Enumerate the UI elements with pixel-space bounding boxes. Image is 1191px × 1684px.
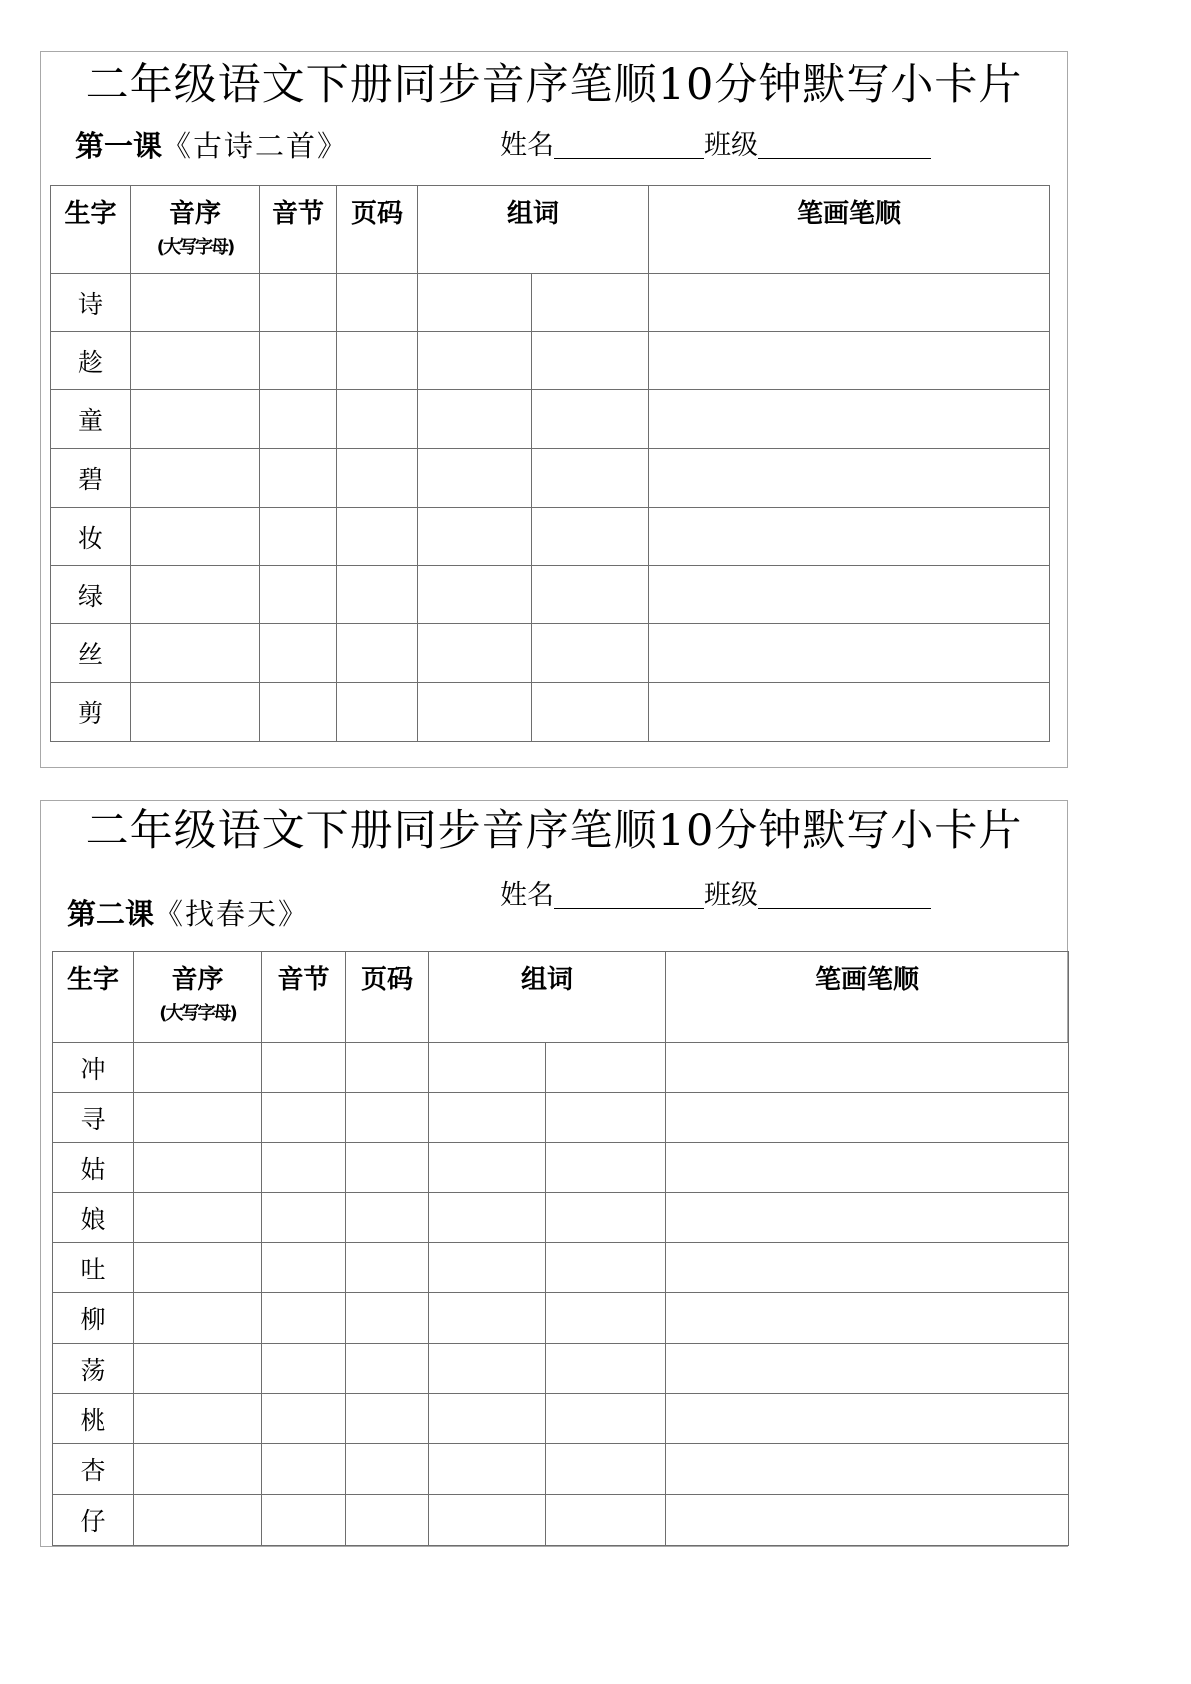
word-input-2[interactable]	[532, 390, 649, 449]
order-input[interactable]	[131, 274, 260, 332]
page-input[interactable]	[337, 508, 418, 566]
syllable-input[interactable]	[262, 1243, 346, 1293]
character-cell: 绿	[51, 566, 131, 624]
table-row	[51, 449, 1050, 508]
lesson-name: 《古诗二首》	[162, 129, 349, 163]
table-row	[53, 1495, 1069, 1546]
dictation-table	[52, 951, 1069, 1546]
table-row	[51, 274, 1050, 332]
page-input[interactable]	[346, 1444, 429, 1495]
character-cell: 冲	[53, 1043, 134, 1093]
order-input[interactable]	[131, 566, 260, 624]
order-input[interactable]	[131, 624, 260, 683]
character-cell: 娘	[53, 1193, 134, 1243]
order-input[interactable]	[134, 1444, 262, 1495]
word-input-1[interactable]	[429, 1093, 546, 1143]
table-row	[53, 1143, 1069, 1193]
word-input-1[interactable]	[418, 624, 532, 683]
page-input[interactable]	[337, 390, 418, 449]
header-order-note: (大写字母)	[156, 236, 234, 258]
card-title: 二年级语文下册同步音序笔顺10分钟默写小卡片	[85, 60, 1023, 110]
header-order-note: (大写字母)	[159, 1002, 236, 1024]
character-cell: 童	[51, 390, 131, 449]
word-input-2[interactable]	[532, 332, 649, 390]
strokes-input[interactable]	[666, 1143, 1069, 1193]
page-input[interactable]	[346, 1093, 429, 1143]
word-input-2[interactable]	[546, 1143, 666, 1193]
word-input-1[interactable]	[418, 449, 532, 508]
order-input[interactable]	[134, 1093, 262, 1143]
character-cell: 剪	[51, 683, 131, 742]
word-input-1[interactable]	[418, 683, 532, 742]
word-input-1[interactable]	[429, 1043, 546, 1093]
word-input-1[interactable]	[429, 1344, 546, 1394]
syllable-input[interactable]	[260, 332, 337, 390]
name-field[interactable]	[554, 132, 704, 159]
character-cell: 丝	[51, 624, 131, 683]
strokes-input[interactable]	[649, 449, 1050, 508]
strokes-input[interactable]	[666, 1394, 1069, 1444]
table-row	[53, 1444, 1069, 1495]
word-input-1[interactable]	[429, 1394, 546, 1444]
order-input[interactable]	[134, 1143, 262, 1193]
order-input[interactable]	[134, 1193, 262, 1243]
word-input-2[interactable]	[532, 449, 649, 508]
word-input-1[interactable]	[429, 1193, 546, 1243]
strokes-input[interactable]	[666, 1293, 1069, 1344]
order-input[interactable]	[134, 1344, 262, 1394]
table-row	[51, 566, 1050, 624]
character-cell: 诗	[51, 274, 131, 332]
table-row	[53, 1043, 1069, 1093]
order-input[interactable]	[134, 1394, 262, 1444]
header-char: 生字	[53, 952, 134, 1043]
word-input-2[interactable]	[546, 1444, 666, 1495]
word-input-1[interactable]	[429, 1293, 546, 1344]
character-cell: 趁	[51, 332, 131, 390]
word-input-1[interactable]	[418, 508, 532, 566]
syllable-input[interactable]	[262, 1495, 346, 1546]
strokes-input[interactable]	[649, 624, 1050, 683]
page-input[interactable]	[346, 1143, 429, 1193]
table-row	[53, 1293, 1069, 1344]
syllable-input[interactable]	[260, 274, 337, 332]
word-input-1[interactable]	[418, 274, 532, 332]
strokes-input[interactable]	[649, 566, 1050, 624]
syllable-input[interactable]	[262, 1344, 346, 1394]
dictation-card-2	[40, 800, 1068, 1547]
order-input[interactable]	[131, 508, 260, 566]
header-strokes: 笔画笔顺	[649, 186, 1050, 274]
class-field[interactable]	[758, 882, 931, 909]
word-input-1[interactable]	[429, 1243, 546, 1293]
syllable-input[interactable]	[262, 1043, 346, 1093]
page-input[interactable]	[337, 683, 418, 742]
table-row	[53, 1093, 1069, 1143]
header-strokes: 笔画笔顺	[666, 952, 1069, 1043]
page-input[interactable]	[337, 624, 418, 683]
lesson-number: 第一课	[75, 129, 163, 163]
page-input[interactable]	[337, 332, 418, 390]
word-input-1[interactable]	[418, 332, 532, 390]
name-label: 姓名	[500, 880, 554, 911]
dictation-card-1	[40, 51, 1068, 768]
word-input-2[interactable]	[546, 1344, 666, 1394]
page-input[interactable]	[346, 1344, 429, 1394]
student-info	[500, 132, 931, 159]
header-order: 音序 (大写字母)	[134, 952, 262, 1043]
word-input-1[interactable]	[418, 390, 532, 449]
syllable-input[interactable]	[262, 1143, 346, 1193]
order-input[interactable]	[134, 1495, 262, 1546]
strokes-input[interactable]	[666, 1043, 1069, 1093]
word-input-2[interactable]	[546, 1394, 666, 1444]
table-row	[53, 1344, 1069, 1394]
syllable-input[interactable]	[260, 390, 337, 449]
table-row	[51, 683, 1050, 742]
strokes-input[interactable]	[649, 332, 1050, 390]
order-input[interactable]	[131, 449, 260, 508]
strokes-input[interactable]	[649, 508, 1050, 566]
page-input[interactable]	[346, 1043, 429, 1093]
character-cell: 柳	[53, 1293, 134, 1344]
word-input-1[interactable]	[429, 1143, 546, 1193]
table-row	[51, 624, 1050, 683]
strokes-input[interactable]	[649, 390, 1050, 449]
student-info	[500, 882, 931, 909]
header-row	[53, 952, 1069, 1043]
strokes-input[interactable]	[666, 1093, 1069, 1143]
word-input-2[interactable]	[532, 566, 649, 624]
name-label: 姓名	[500, 130, 554, 161]
strokes-input[interactable]	[666, 1495, 1069, 1546]
word-input-2[interactable]	[532, 624, 649, 683]
lesson-heading	[67, 897, 310, 931]
character-cell: 杏	[53, 1444, 134, 1495]
strokes-input[interactable]	[666, 1344, 1069, 1394]
header-words: 组词	[418, 186, 649, 274]
table-row	[51, 332, 1050, 390]
syllable-input[interactable]	[260, 624, 337, 683]
dictation-table	[50, 185, 1050, 742]
page-input[interactable]	[346, 1243, 429, 1293]
header-order: 音序 (大写字母)	[131, 186, 260, 274]
class-label: 班级	[704, 880, 758, 911]
table-row	[51, 390, 1050, 449]
character-cell: 桃	[53, 1394, 134, 1444]
strokes-input[interactable]	[666, 1243, 1069, 1293]
strokes-input[interactable]	[666, 1193, 1069, 1243]
syllable-input[interactable]	[262, 1394, 346, 1444]
syllable-input[interactable]	[260, 508, 337, 566]
page-input[interactable]	[337, 274, 418, 332]
page-input[interactable]	[337, 449, 418, 508]
card-title: 二年级语文下册同步音序笔顺10分钟默写小卡片	[85, 806, 1023, 856]
word-input-2[interactable]	[546, 1495, 666, 1546]
table-row	[53, 1394, 1069, 1444]
order-input[interactable]	[134, 1243, 262, 1293]
lesson-name: 《找春天》	[154, 897, 310, 931]
strokes-input[interactable]	[649, 683, 1050, 742]
strokes-input[interactable]	[649, 274, 1050, 332]
header-syllable: 音节	[262, 952, 346, 1043]
word-input-2[interactable]	[546, 1293, 666, 1344]
header-row	[51, 186, 1050, 274]
word-input-2[interactable]	[546, 1243, 666, 1293]
header-page: 页码	[346, 952, 429, 1043]
character-cell: 仔	[53, 1495, 134, 1546]
word-input-1[interactable]	[429, 1444, 546, 1495]
syllable-input[interactable]	[260, 566, 337, 624]
character-cell: 姑	[53, 1143, 134, 1193]
syllable-input[interactable]	[260, 449, 337, 508]
table-row	[53, 1193, 1069, 1243]
word-input-1[interactable]	[418, 566, 532, 624]
character-cell: 妆	[51, 508, 131, 566]
table-row	[53, 1243, 1069, 1293]
word-input-2[interactable]	[532, 683, 649, 742]
word-input-2[interactable]	[546, 1043, 666, 1093]
character-cell: 吐	[53, 1243, 134, 1293]
order-input[interactable]	[134, 1043, 262, 1093]
syllable-input[interactable]	[262, 1193, 346, 1243]
page-input[interactable]	[346, 1495, 429, 1546]
word-input-2[interactable]	[532, 508, 649, 566]
word-input-1[interactable]	[429, 1495, 546, 1546]
header-page: 页码	[337, 186, 418, 274]
word-input-2[interactable]	[546, 1093, 666, 1143]
character-cell: 碧	[51, 449, 131, 508]
page-input[interactable]	[337, 566, 418, 624]
page-input[interactable]	[346, 1394, 429, 1444]
name-field[interactable]	[554, 882, 704, 909]
table-row	[51, 508, 1050, 566]
page-input[interactable]	[346, 1293, 429, 1344]
syllable-input[interactable]	[262, 1444, 346, 1495]
header-words: 组词	[429, 952, 666, 1043]
lesson-number: 第二课	[67, 897, 155, 931]
lesson-heading	[75, 129, 349, 163]
order-input[interactable]	[131, 332, 260, 390]
order-input[interactable]	[131, 683, 260, 742]
class-label: 班级	[704, 130, 758, 161]
character-cell: 荡	[53, 1344, 134, 1394]
word-input-2[interactable]	[532, 274, 649, 332]
syllable-input[interactable]	[260, 683, 337, 742]
syllable-input[interactable]	[262, 1093, 346, 1143]
strokes-input[interactable]	[666, 1444, 1069, 1495]
word-input-2[interactable]	[546, 1193, 666, 1243]
page-input[interactable]	[346, 1193, 429, 1243]
header-syllable: 音节	[260, 186, 337, 274]
class-field[interactable]	[758, 132, 931, 159]
order-input[interactable]	[131, 390, 260, 449]
syllable-input[interactable]	[262, 1293, 346, 1344]
character-cell: 寻	[53, 1093, 134, 1143]
header-char: 生字	[51, 186, 131, 274]
order-input[interactable]	[134, 1293, 262, 1344]
